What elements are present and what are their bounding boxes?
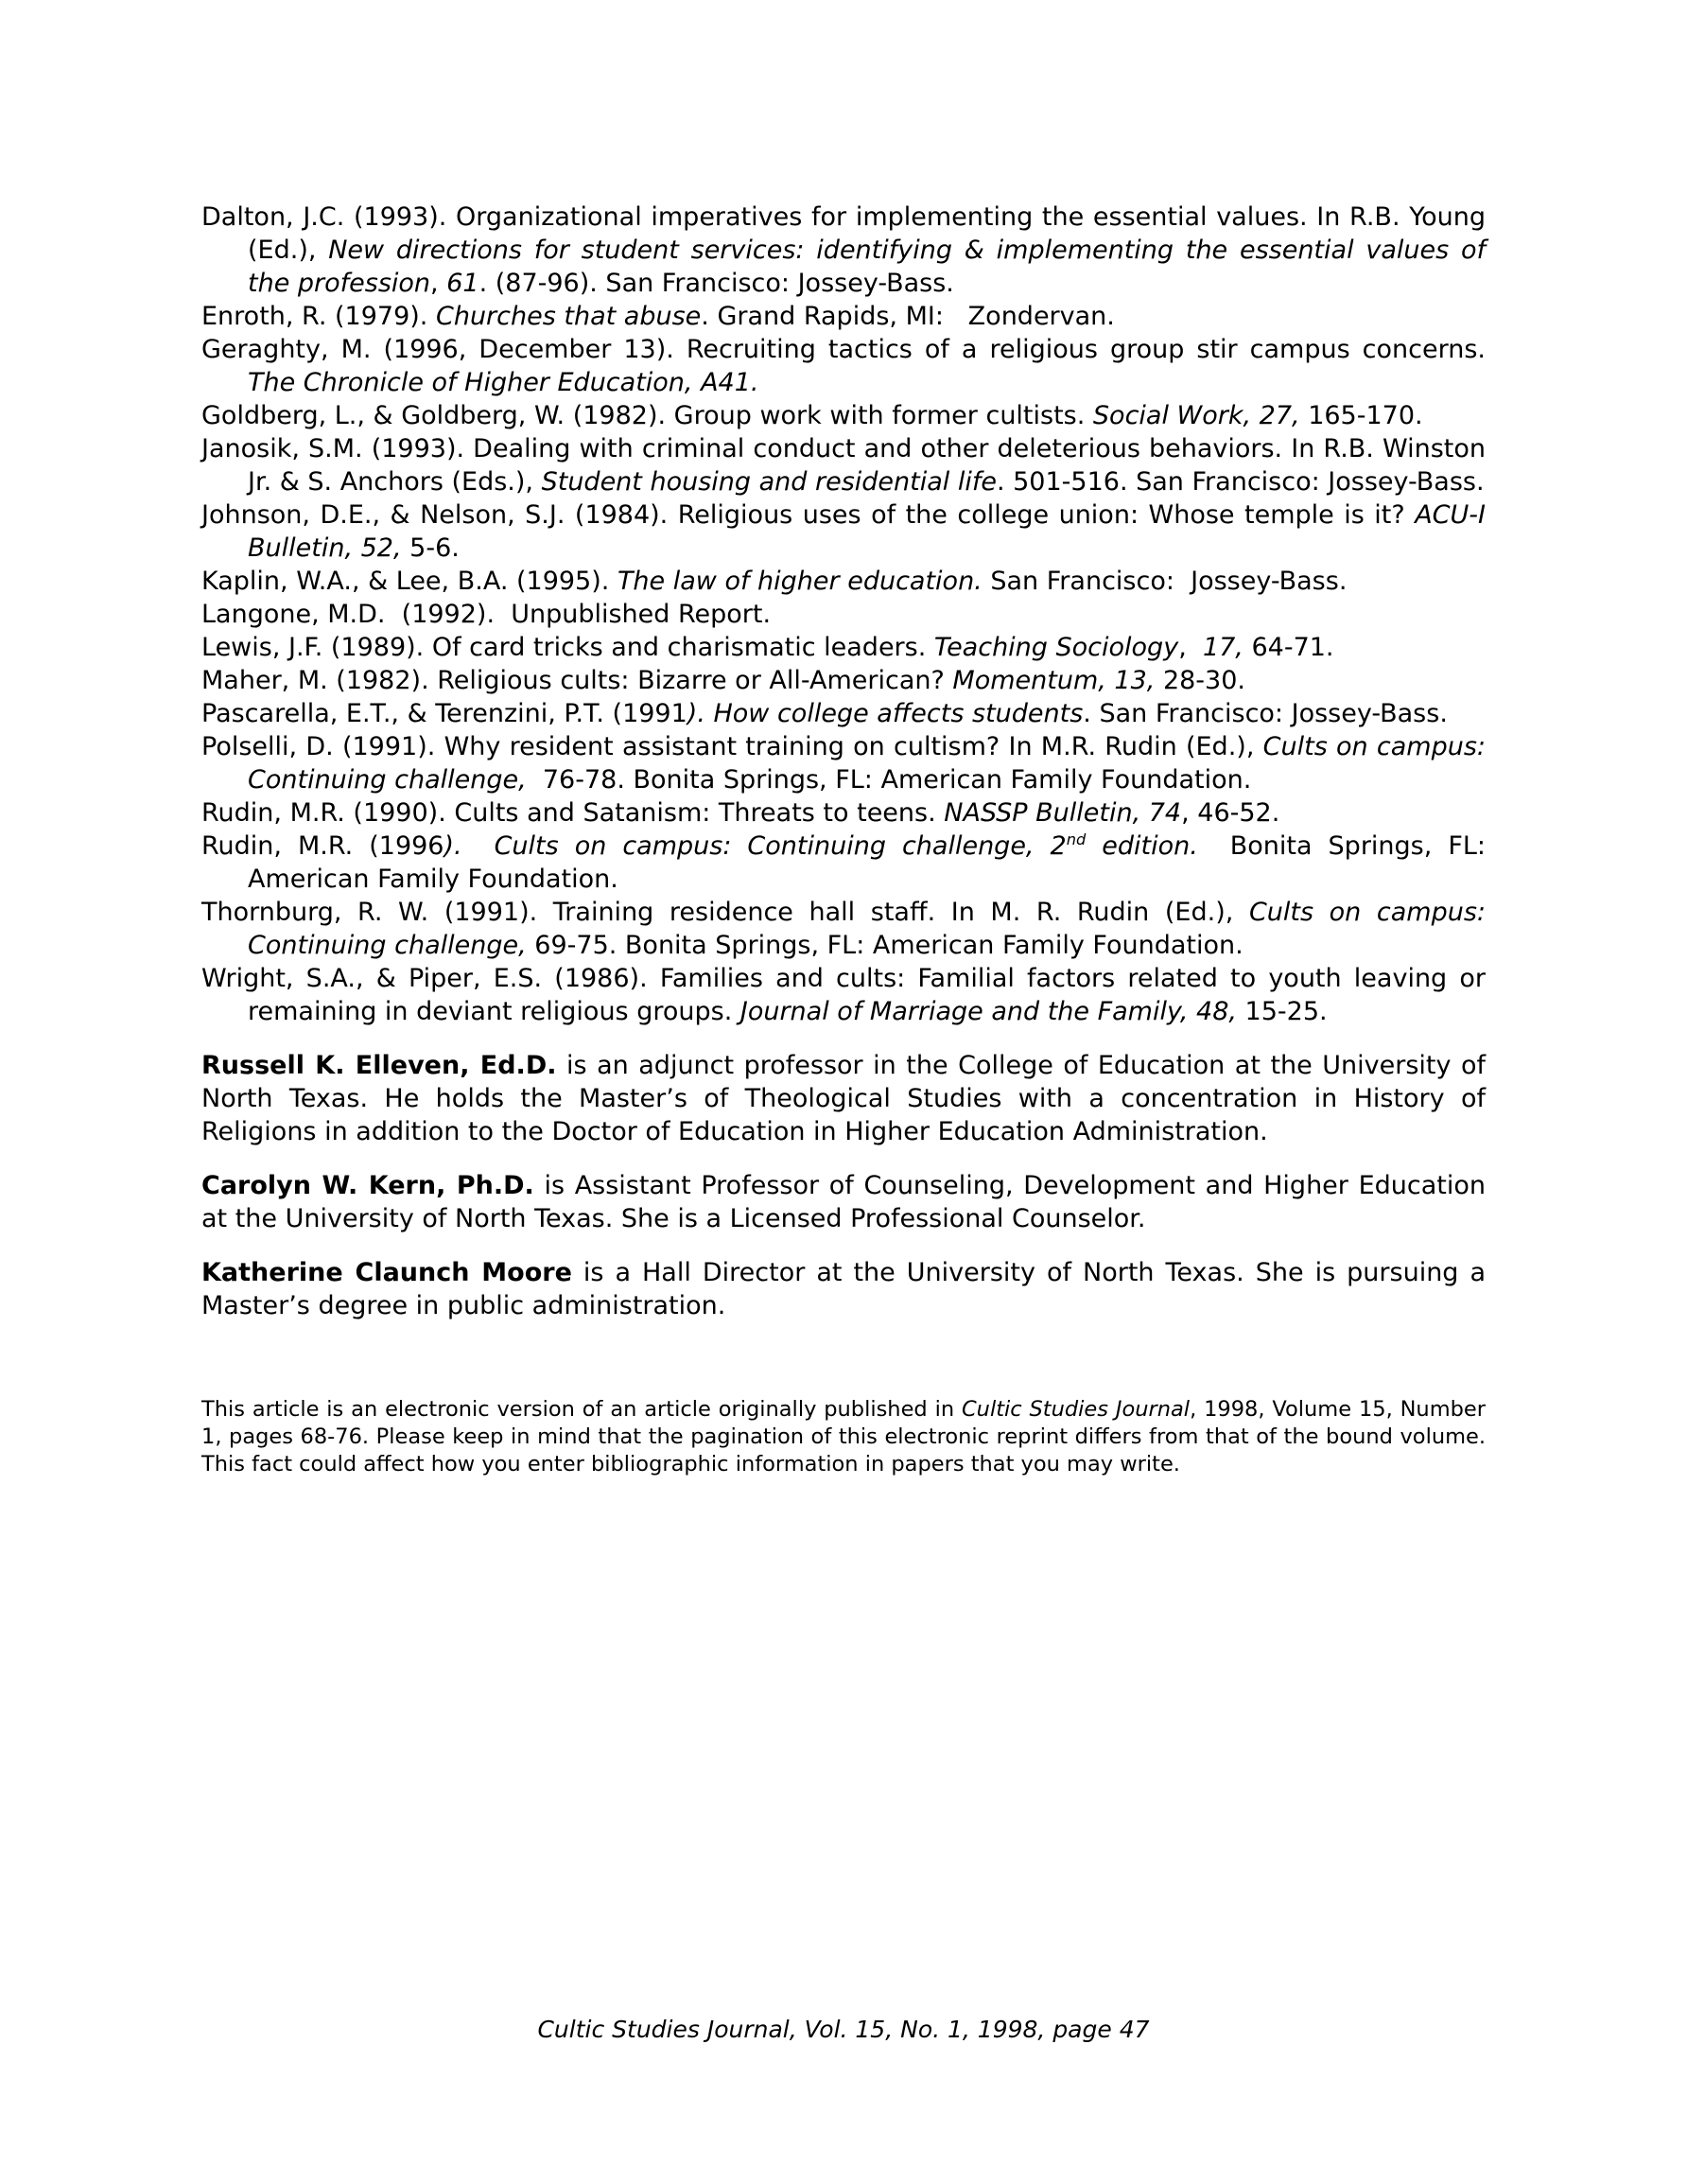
references-section [201, 201, 1486, 1028]
reference-entry: Dalton, J.C. (1993). Organizational imperatives for implementing the essential values. In R.B. Young (Ed.), New directions for student services: identifying & implementing the essential values of the profession, 61. (87-96). San Francisco: Jossey-Bass. [201, 202, 1486, 298]
reference-entry: Wright, S.A., & Piper, E.S. (1986). Families and cults: Familial factors related to youth leaving or remaining in deviant religious groups. Journal of Marriage and the Family, 48, 15-25. [201, 964, 1486, 1026]
journal-citation-footer: Cultic Studies Journal, Vol. 15, No. 1, 1998, page 47 [537, 2016, 1150, 2043]
page-footer [201, 2015, 1486, 2045]
reference-entry: Goldberg, L., & Goldberg, W. (1982). Group work with former cultists. Social Work, 27, 165-170. [201, 401, 1423, 430]
reference-entry: Janosik, S.M. (1993). Dealing with criminal conduct and other deleterious behaviors. In R.B. Winston Jr. & S. Anchors (Eds.), Student housing and residential life. 501-516. San Francisco: Jossey-Bass. [201, 434, 1486, 497]
reference-entry: Rudin, M.R. (1990). Cults and Satanism: Threats to teens. NASSP Bulletin, 74, 46-52. [201, 798, 1280, 828]
reference-entry: Lewis, J.F. (1989). Of card tricks and charismatic leaders. Teaching Sociology, 17, 64-71. [201, 633, 1334, 662]
reference-entry: Geraghty, M. (1996, December 13). Recruiting tactics of a religious group stir campus concerns. The Chronicle of Higher Education, A41. [201, 335, 1486, 397]
page-content [201, 201, 1486, 1478]
reference-entry: Polselli, D. (1991). Why resident assistant training on cultism? In M.R. Rudin (Ed.), Cults on campus: Continuing challenge, 76-78. Bonita Springs, FL: American Family Foundation. [201, 732, 1486, 795]
reprint-disclaimer: This article is an electronic version of an article originally published in Cultic Studies Journal, 1998, Volume 15, Number 1, pages 68-76. Please keep in mind that the pagination of this electronic reprint differs from that of the bound volume. This fact could affect how you enter bibliographic information in papers that you may write. [201, 1397, 1486, 1476]
author-bio: Carolyn W. Kern, Ph.D. is Assistant Professor of Counseling, Development and Higher Education at the University of North Texas. She is a Licensed Professional Counselor. [201, 1171, 1486, 1233]
reference-entry: Rudin, M.R. (1996). Cults on campus: Continuing challenge, 2nd edition. Bonita Springs, FL: American Family Foundation. [201, 830, 1486, 894]
reference-entry: Maher, M. (1982). Religious cults: Bizarre or All-American? Momentum, 13, 28-30. [201, 666, 1245, 695]
author-bio: Russell K. Elleven, Ed.D. is an adjunct professor in the College of Education at the University of North Texas. He holds the Master’s of Theological Studies with a concentration in History of Religions in addition to the Doctor of Education in Higher Education Administration. [201, 1051, 1486, 1146]
reference-entry: Thornburg, R. W. (1991). Training residence hall staff. In M. R. Rudin (Ed.), Cults on campus: Continuing challenge, 69-75. Bonita Springs, FL: American Family Foundation. [201, 898, 1486, 960]
reference-entry: Johnson, D.E., & Nelson, S.J. (1984). Religious uses of the college union: Whose temple is it? ACU-I Bulletin, 52, 5-6. [201, 500, 1486, 563]
author-bio: Katherine Claunch Moore is a Hall Director at the University of North Texas. She is pursuing a Master’s degree in public administration. [201, 1258, 1486, 1320]
reference-entry: Pascarella, E.T., & Terenzini, P.T. (1991). How college affects students. San Francisco: Jossey-Bass. [201, 699, 1448, 728]
reference-entry: Kaplin, W.A., & Lee, B.A. (1995). The law of higher education. San Francisco: Jossey-Bass. [201, 567, 1348, 596]
reference-entry: Enroth, R. (1979). Churches that abuse. Grand Rapids, MI: Zondervan. [201, 302, 1115, 331]
author-bios-section [201, 1049, 1486, 1322]
reference-entry: Langone, M.D. (1992). Unpublished Report. [201, 600, 772, 629]
